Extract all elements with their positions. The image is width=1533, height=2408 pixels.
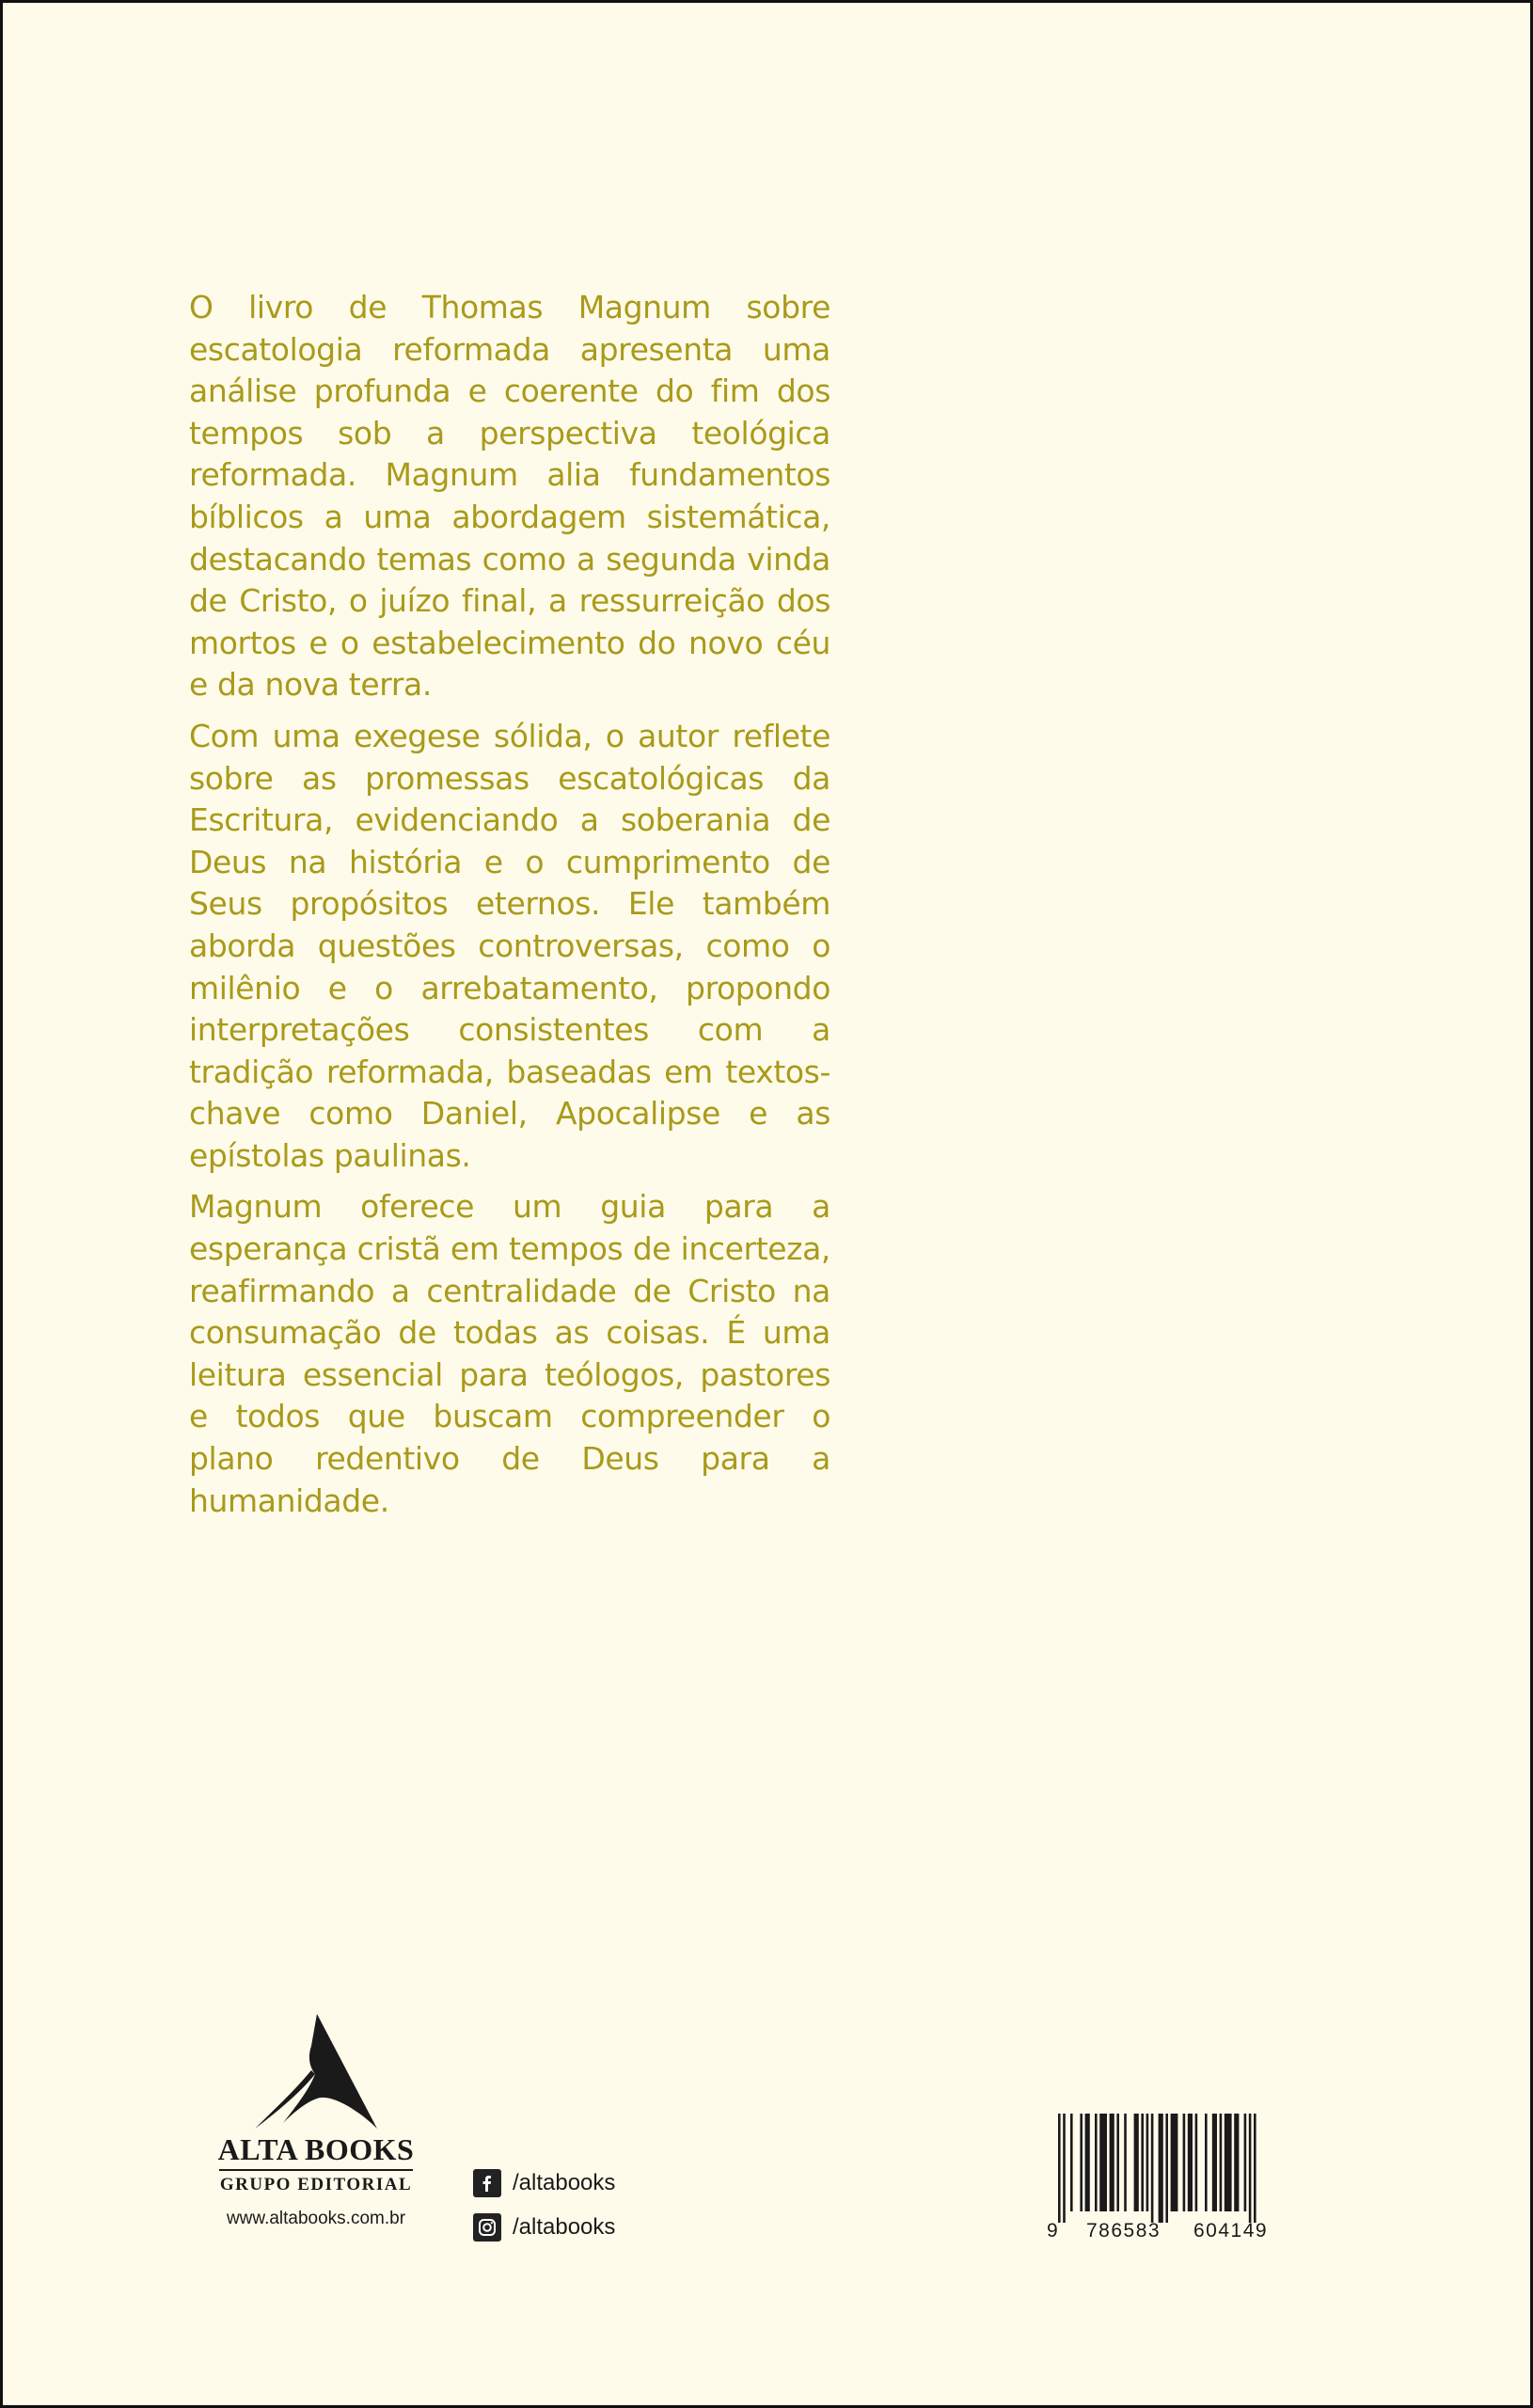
- instagram-link[interactable]: [473, 2212, 615, 2242]
- barcode-bar: [1099, 2114, 1107, 2211]
- barcode-bar: [1244, 2114, 1247, 2211]
- barcode-bar: [1151, 2114, 1154, 2223]
- blurb: [189, 287, 830, 1531]
- publisher-logo: [215, 2012, 417, 2229]
- alta-books-logo-icon: [255, 2012, 377, 2129]
- barcode-digits-right: 604149: [1193, 2220, 1269, 2242]
- barcode-bar: [1225, 2114, 1232, 2211]
- barcode-bar: [1141, 2114, 1144, 2211]
- barcode-bar: [1116, 2114, 1119, 2211]
- barcode-bars: [1045, 2114, 1289, 2223]
- publisher-name: ALTA BOOKS: [217, 2132, 415, 2166]
- barcode-bar: [1188, 2114, 1193, 2211]
- barcode-bar: [1183, 2114, 1186, 2211]
- barcode-digit-first: 9: [1047, 2220, 1058, 2242]
- barcode-bar: [1254, 2114, 1256, 2223]
- barcode-bar: [1165, 2114, 1168, 2223]
- facebook-link[interactable]: [473, 2168, 615, 2198]
- barcode-bar: [1159, 2114, 1163, 2223]
- blurb-paragraph-1: O livro de Thomas Magnum sobre escatologia reformada apresenta uma análise profunda e coerente do fim dos tempos sob a perspectiva teológica reformada. Magnum alia fundamentos bíblicos a uma abordagem sistemática, destacando temas como a segunda vinda de Cristo, o juízo final, a ressurreição dos mortos e o estabelecimento do novo céu e da nova terra.: [189, 289, 830, 704]
- barcode-bar: [1085, 2114, 1090, 2211]
- barcode-digits: [1045, 2220, 1289, 2244]
- barcode-bar: [1220, 2114, 1223, 2211]
- instagram-icon: [473, 2213, 501, 2242]
- barcode-bar: [1171, 2114, 1178, 2211]
- blurb-paragraph-2: Com uma exegese sólida, o autor reflete sobre as promessas escatológicas da Escritura, evidenciando a soberania de Deus na história e o cumprimento de Seus propósitos eternos. Ele também aborda questões controversas, como o milênio e o arrebatamento, propondo interpretações consistentes com a tradição reformada, baseadas em textos-chave como Daniel, Apocalipse e as epístolas paulinas.: [189, 717, 830, 1174]
- barcode-bar: [1070, 2114, 1073, 2211]
- barcode-bar: [1249, 2114, 1252, 2223]
- barcode-bar: [1134, 2114, 1139, 2211]
- logo-divider: [219, 2169, 413, 2171]
- barcode-bar: [1058, 2114, 1061, 2223]
- publisher-subtitle: GRUPO EDITORIAL: [219, 2175, 413, 2194]
- barcode-bar: [1212, 2114, 1217, 2211]
- barcode-bar: [1110, 2114, 1114, 2211]
- barcode-bar: [1124, 2114, 1127, 2211]
- publisher-website[interactable]: www.altabooks.com.br: [226, 2209, 406, 2228]
- barcode-bar: [1080, 2114, 1083, 2211]
- blurb-paragraph-3: Magnum oferece um guia para a esperança cristã em tempos de incerteza, reafirmando a centralidade de Cristo na consumação de todas as coisas. É uma leitura essencial para teólogos, pastores e todos que buscam compreender o plano redentivo de Deus para a humanidade.: [189, 1188, 830, 1519]
- facebook-handle: /altabooks: [513, 2170, 616, 2195]
- isbn-barcode: [1045, 2114, 1289, 2244]
- barcode-bar: [1234, 2114, 1239, 2211]
- barcode-bar: [1146, 2114, 1149, 2211]
- barcode-bar: [1205, 2114, 1208, 2211]
- barcode-bar: [1063, 2114, 1066, 2223]
- social-links: [473, 2168, 615, 2257]
- barcode-bar: [1195, 2114, 1198, 2211]
- facebook-icon: [473, 2169, 501, 2197]
- instagram-handle: /altabooks: [513, 2214, 616, 2240]
- barcode-digits-left: 786583: [1086, 2220, 1162, 2242]
- barcode-bar: [1095, 2114, 1098, 2211]
